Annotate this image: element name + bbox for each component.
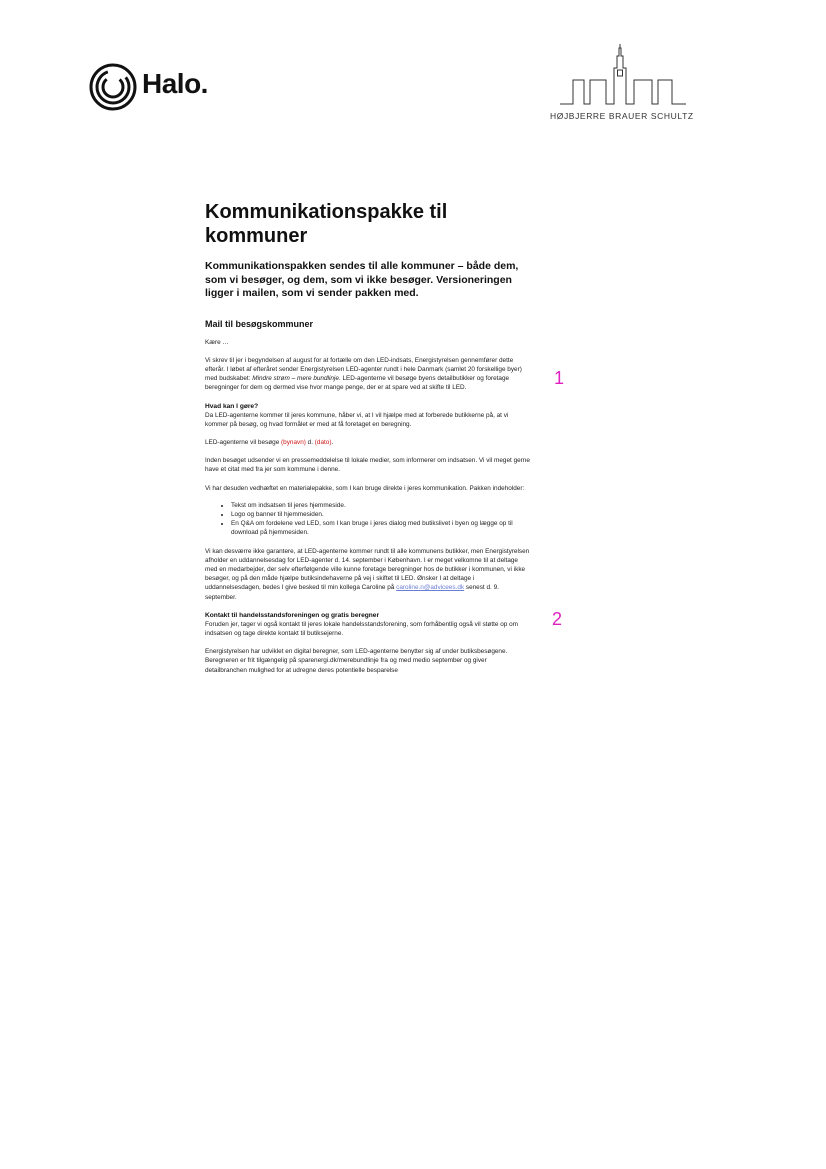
- skyline-icon: [548, 44, 702, 110]
- halo-logo: [88, 62, 218, 112]
- package-list: [205, 501, 530, 538]
- annotation-marker-1: 1: [554, 368, 565, 388]
- email-link[interactable]: caroline.n@advicees.dk: [396, 584, 465, 592]
- paragraph-press: Inden besøget udsender vi en pressemeddelelse til lokale medier, som informerer om indsatsen. Vi vil meget gerne have et citat med fra jer som kommune i denne.: [205, 457, 530, 474]
- greeting: Kære …: [205, 338, 229, 346]
- list-item: • Tekst om indsatsen til jeres hjemmeside.: [231, 501, 530, 510]
- placeholder-date: (dato): [314, 438, 332, 446]
- hbs-logo: [548, 44, 702, 126]
- paragraph-hvad-kan-i-gore: Da LED-agenterne kommer til jeres kommune, håber vi, at I vil hjælpe med at forberede butikkerne på, at vi kommer på besøg, og hvad formålet er med at få foretaget en beregning.: [205, 411, 509, 428]
- paragraph-calculator: Energistyrelsen har udviklet en digital beregner, som LED-agenterne benytter sig af under butiksbesøgene. Beregneren er frit tilgængelig på sparenergi.dk/merebundlinje fra og med medio september og giver detailbranchen mulighed for at udregne deres potentielle besparelse: [205, 648, 508, 674]
- paragraph-package: Vi har desuden vedhæftet en materialepakke, som I kan bruge direkte i jeres kommunikation. Pakken indeholder:: [205, 484, 525, 492]
- annotation-marker-2: 2: [552, 609, 563, 629]
- halo-rings-icon: [88, 62, 138, 112]
- subheading-hvad-kan-i-gore: Hvad kan I gøre?: [205, 402, 259, 410]
- list-item: • Logo og banner til hjemmesiden.: [231, 510, 530, 519]
- paragraph-contact: Foruden jer, tager vi også kontakt til jeres lokale handelsstandsforening, som forhåbentlig også vil støtte op om indsatsen og tage direkte kontakt til butiksejerne.: [205, 620, 518, 637]
- document-body: [205, 200, 530, 675]
- hbs-wordmark: HØJBJERRE BRAUER SCHULTZ: [550, 111, 694, 121]
- section-heading: Mail til besøgskommuner: [205, 318, 314, 329]
- list-item: • En Q&A om fordelene ved LED, som I kan bruge i jeres dialog med butikslivet i byen og lægge op til download på hjemmesiden.: [231, 519, 530, 537]
- page-title: Kommunikationspakke til kommuner: [205, 201, 448, 247]
- subheading-contact: Kontakt til handelsstandsforeningen og gratis beregner: [205, 611, 380, 619]
- intro-text: Kommunikationspakken sendes til alle kommuner – både dem, som vi besøger, og dem, som vi ikke besøger. Versioneringen ligger i mailen, som vi sender pakken med.: [205, 260, 519, 299]
- halo-wordmark: Halo.: [142, 68, 208, 99]
- placeholder-town: (bynavn): [281, 438, 306, 446]
- paragraph-led-indsats: Vi skrev til jer i begyndelsen af august for at fortælle om den LED-indsats, Energistyrelsen gennemfører dette efterår. I løbet af efteråret sender Energistyrelsen LED-agenter rundt i hele Danmark (samlet 20 forskellige byer) med budskabet: Mindre strøm – mere bundlinje. LED-agenterne vil besøge byens detailbutikker og foretage beregninger for dem og dermed vise hvor mange penge, der er at spare ved at skifte til LED.: [205, 356, 522, 392]
- paragraph-visit: LED-agenterne vil besøge (bynavn) d. (dato).: [205, 438, 334, 446]
- slogan: Mindre strøm – mere bundlinje: [252, 375, 339, 383]
- paragraph-guarantee: Vi kan desværre ikke garantere, at LED-agenterne kommer rundt til alle kommunens butikker, men Energistyrelsen afholder en uddannelsesdag for LED-agenter d. 14. september i København. I er meget velkomne til at deltage med en medarbejder, der selv efterfølgende ville kunne foretage beregninger hos de butikker i kommunen, vi ikke besøger, og på den måde hjælpe butiksindehaverne på vej i skiftet til LED. Ønsker I at deltage i uddannelsesdagen, bedes I give besked til min kollega Caroline på caroline.n@advicees.dk senest d. 9. september.: [205, 547, 530, 601]
